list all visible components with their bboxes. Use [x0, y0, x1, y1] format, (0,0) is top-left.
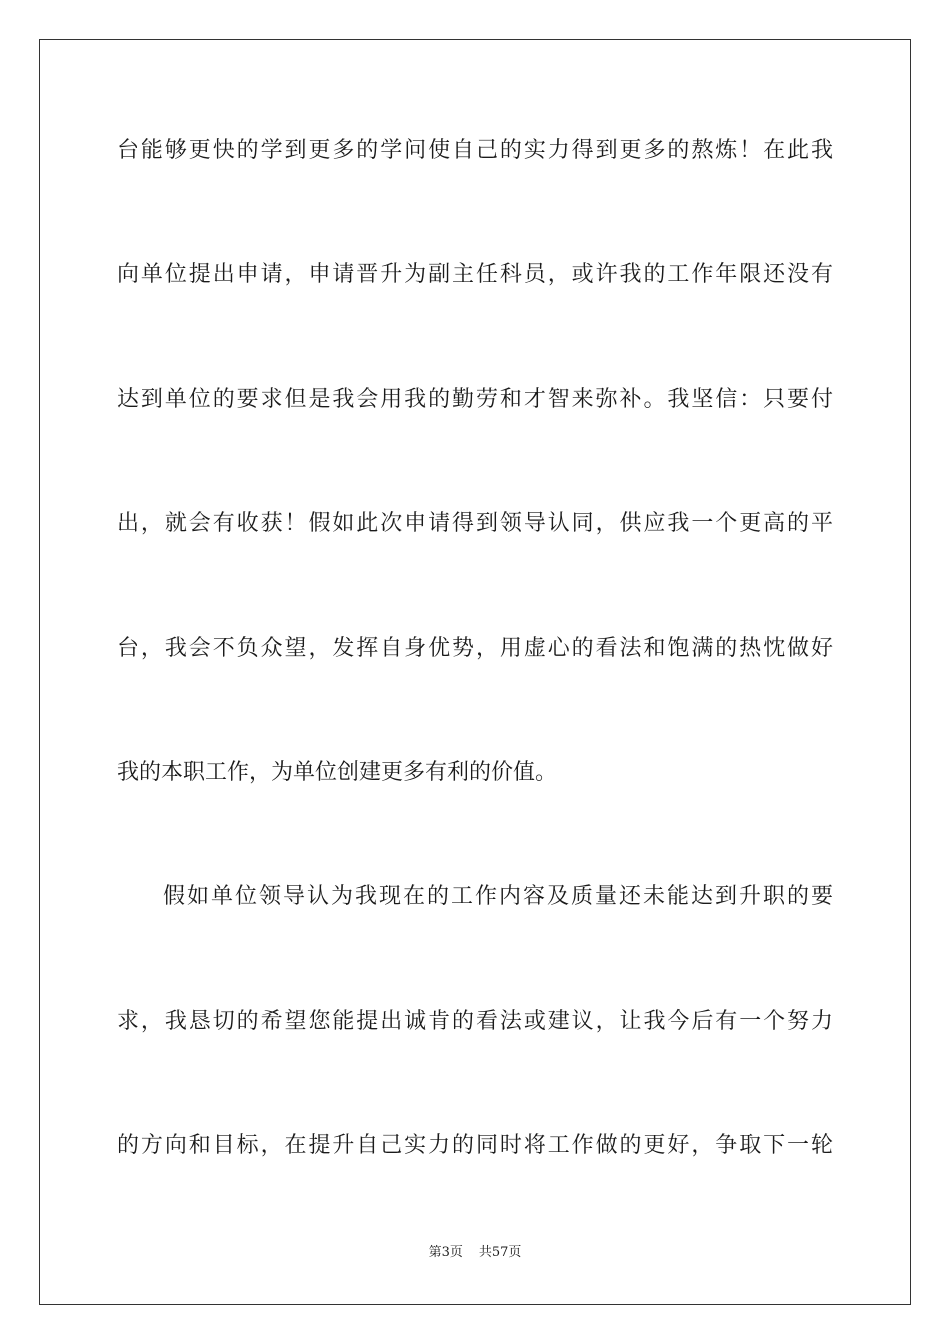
body-text-line: 的方向和目标，在提升自己实力的同时将工作做的更好，争取下一轮: [117, 1133, 833, 1158]
body-text-line: 达到单位的要求但是我会用我的勤劳和才智来弥补。我坚信：只要付: [117, 387, 833, 412]
body-text-line: 台，我会不负众望，发挥自身优势，用虚心的看法和饱满的热忱做好: [117, 636, 833, 661]
page-frame: [39, 39, 911, 1305]
body-text-line: 向单位提出申请，申请晋升为副主任科员，或许我的工作年限还没有: [117, 262, 833, 287]
body-text-line: 求，我恳切的希望您能提出诚肯的看法或建议，让我今后有一个努力: [117, 1009, 833, 1034]
page-footer: [0, 1244, 950, 1262]
paragraph-first-line: 假如单位领导认为我现在的工作内容及质量还未能达到升职的要: [163, 884, 833, 909]
body-text-line: 出，就会有收获！假如此次申请得到领导认同，供应我一个更高的平: [117, 511, 833, 536]
body-text-line: 我的本职工作，为单位创建更多有利的价值。: [117, 760, 558, 785]
body-text-line: 台能够更快的学到更多的学问使自己的实力得到更多的熬炼！在此我: [117, 138, 833, 163]
page-number-total: 共57页: [478, 1245, 522, 1260]
page-number-current: 第3页: [428, 1245, 463, 1260]
